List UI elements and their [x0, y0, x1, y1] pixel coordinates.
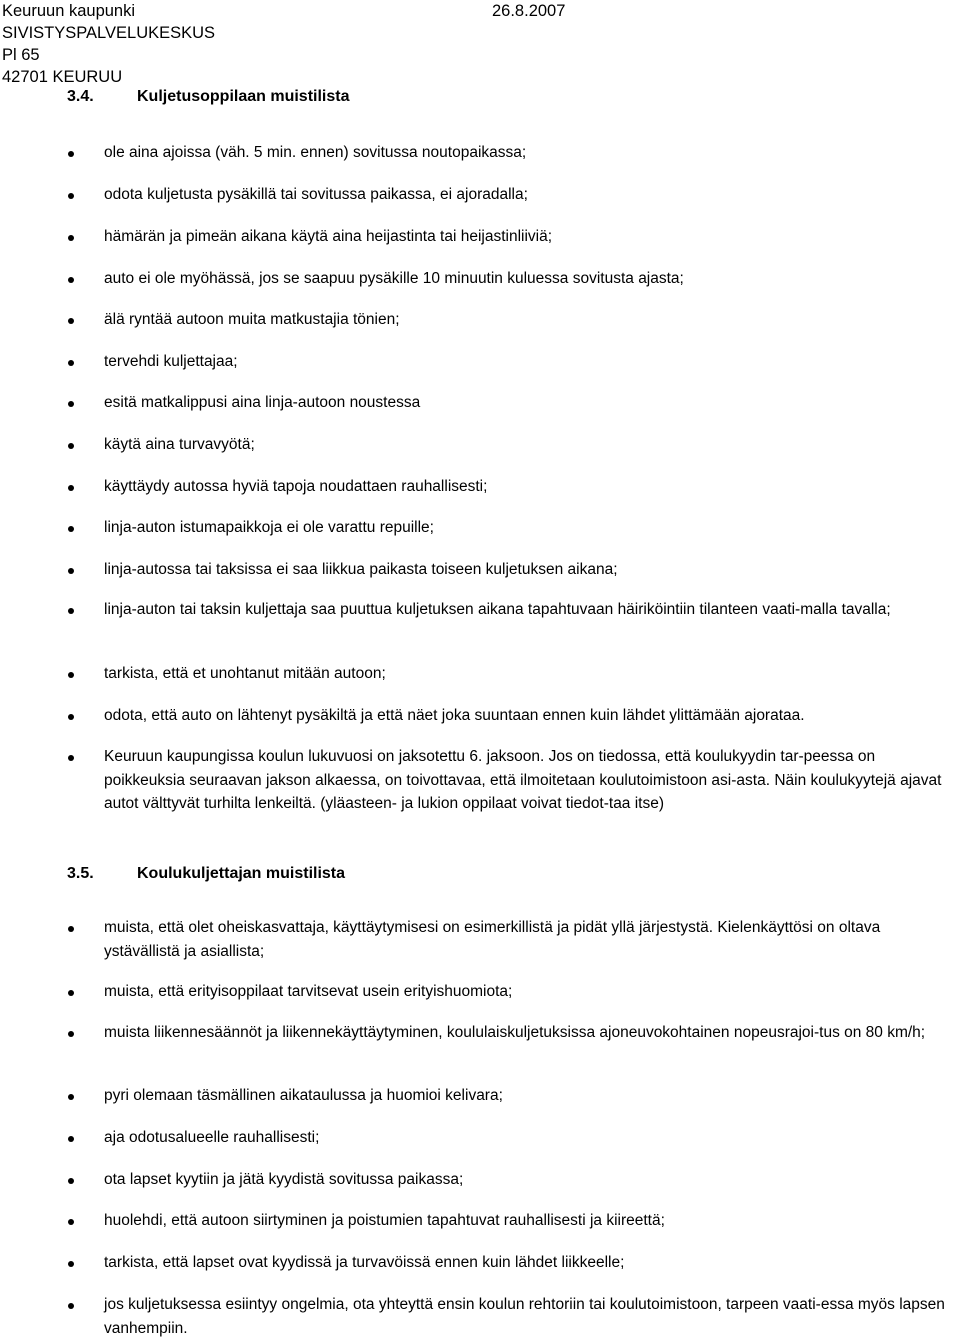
list-item: muista, että erityisoppilaat tarvitsevat usein erityishuomiota;: [104, 980, 950, 1004]
list-item: odota kuljetusta pysäkillä tai sovitussa paikassa, ei ajoradalla;: [104, 183, 950, 207]
bullet-icon: [68, 672, 74, 678]
bullet-icon: [68, 1303, 74, 1309]
po-box: Pl 65: [2, 46, 40, 64]
list-item: muista, että olet oheiskasvattaja, käyttäytymisesi on esimerkillistä ja pidät yllä järjestystä. Kielenkäyttösi on oltava ystävällistä ja asiallista;: [104, 916, 950, 963]
bullet-icon: [68, 568, 74, 574]
list-item: linja-auton istumapaikkoja ei ole varattu repuille;: [104, 516, 950, 540]
list-item: hämärän ja pimeän aikana käytä aina heijastinta tai heijastinliiviä;: [104, 225, 950, 249]
list-item: pyri olemaan täsmällinen aikataulussa ja huomioi kelivara;: [104, 1084, 950, 1108]
org-name: Keuruun kaupunki: [2, 2, 136, 20]
section-title: Koulukuljettajan muistilista: [137, 865, 346, 882]
bullet-icon: [68, 401, 74, 407]
letterhead: [2, 0, 215, 88]
list-item: jos kuljetuksessa esiintyy ongelmia, ota yhteyttä ensin koulun rehtoriin tai koulutoimistoon, tarpeen vaati-essa myös lapsen vanhempiin.: [104, 1293, 950, 1340]
bullet-icon: [68, 193, 74, 199]
bullet-icon: [68, 526, 74, 532]
list-item: Keuruun kaupungissa koulun lukuvuosi on jaksotettu 6. jaksoon. Jos on tiedossa, että koulukyydin tar-peessa on poikkeuksia seuraavan jakson alkaessa, on toivottavaa, että ilmoitetaan koulutoimistoon asi-asta. Näin koulukyytejä ajavat autot välttyvät turhilta lenkeiltä. (yläasteen- ja lukion oppilaat voivat tiedot-taa itse): [104, 745, 950, 816]
section-title: Kuljetusoppilaan muistilista: [137, 88, 350, 105]
bullet-icon: [68, 1261, 74, 1267]
list-item: esitä matkalippusi aina linja-autoon noustessa: [104, 391, 950, 415]
bullet-icon: [68, 608, 74, 614]
bullet-icon: [68, 755, 74, 761]
list-item: ole aina ajoissa (väh. 5 min. ennen) sovitussa noutopaikassa;: [104, 141, 950, 165]
list-item: käyttäydy autossa hyviä tapoja noudattaen rauhallisesti;: [104, 475, 950, 499]
list-item: ota lapset kyytiin ja jätä kyydistä sovitussa paikassa;: [104, 1168, 950, 1192]
department: SIVISTYSPALVELUKESKUS: [2, 24, 216, 42]
bullet-icon: [68, 1031, 74, 1037]
bullet-icon: [68, 443, 74, 449]
list-item: linja-auton tai taksin kuljettaja saa puuttua kuljetuksen aikana tapahtuvaan häiriköintiin tilanteen vaati-malla tavalla;: [104, 598, 950, 622]
bullet-icon: [68, 1219, 74, 1225]
list-item: tarkista, että et unohtanut mitään autoon;: [104, 662, 950, 686]
bullet-icon: [68, 1136, 74, 1142]
list-item: linja-autossa tai taksissa ei saa liikkua paikasta toiseen kuljetuksen aikana;: [104, 558, 950, 582]
bullet-icon: [68, 151, 74, 157]
section-number: 3.5.: [67, 865, 94, 882]
list-item: tervehdi kuljettajaa;: [104, 350, 950, 374]
bullet-icon: [68, 360, 74, 366]
postal-address: 42701 KEURUU: [2, 68, 123, 86]
list-item: aja odotusalueelle rauhallisesti;: [104, 1126, 950, 1150]
list-item: huolehdi, että autoon siirtyminen ja poistumien tapahtuvat rauhallisesti ja kiireettä;: [104, 1209, 950, 1233]
bullet-icon: [68, 235, 74, 241]
bullet-icon: [68, 318, 74, 324]
list-item: tarkista, että lapset ovat kyydissä ja turvavöissä ennen kuin lähdet liikkeelle;: [104, 1251, 950, 1275]
document-date: 26.8.2007: [492, 2, 566, 20]
list-item: muista liikennesäännöt ja liikennekäyttäytyminen, koululaiskuljetuksissa ajoneuvokohtainen nopeusrajoi-tus on 80 km/h;: [104, 1021, 950, 1045]
section-heading-3-4: [67, 86, 349, 108]
bullet-icon: [68, 485, 74, 491]
list-item: auto ei ole myöhässä, jos se saapuu pysäkille 10 minuutin kuluessa sovitusta ajasta;: [104, 267, 950, 291]
bullet-icon: [68, 714, 74, 720]
section-heading-3-5: [67, 863, 345, 885]
bullet-icon: [68, 1178, 74, 1184]
list-item: käytä aina turvavyötä;: [104, 433, 950, 457]
bullet-icon: [68, 990, 74, 996]
list-item: älä ryntää autoon muita matkustajia tönien;: [104, 308, 950, 332]
bullet-icon: [68, 926, 74, 932]
bullet-icon: [68, 1094, 74, 1100]
list-item: odota, että auto on lähtenyt pysäkiltä ja että näet joka suuntaan ennen kuin lähdet ylittämään ajorataa.: [104, 704, 950, 728]
bullet-icon: [68, 277, 74, 283]
section-number: 3.4.: [67, 88, 94, 105]
